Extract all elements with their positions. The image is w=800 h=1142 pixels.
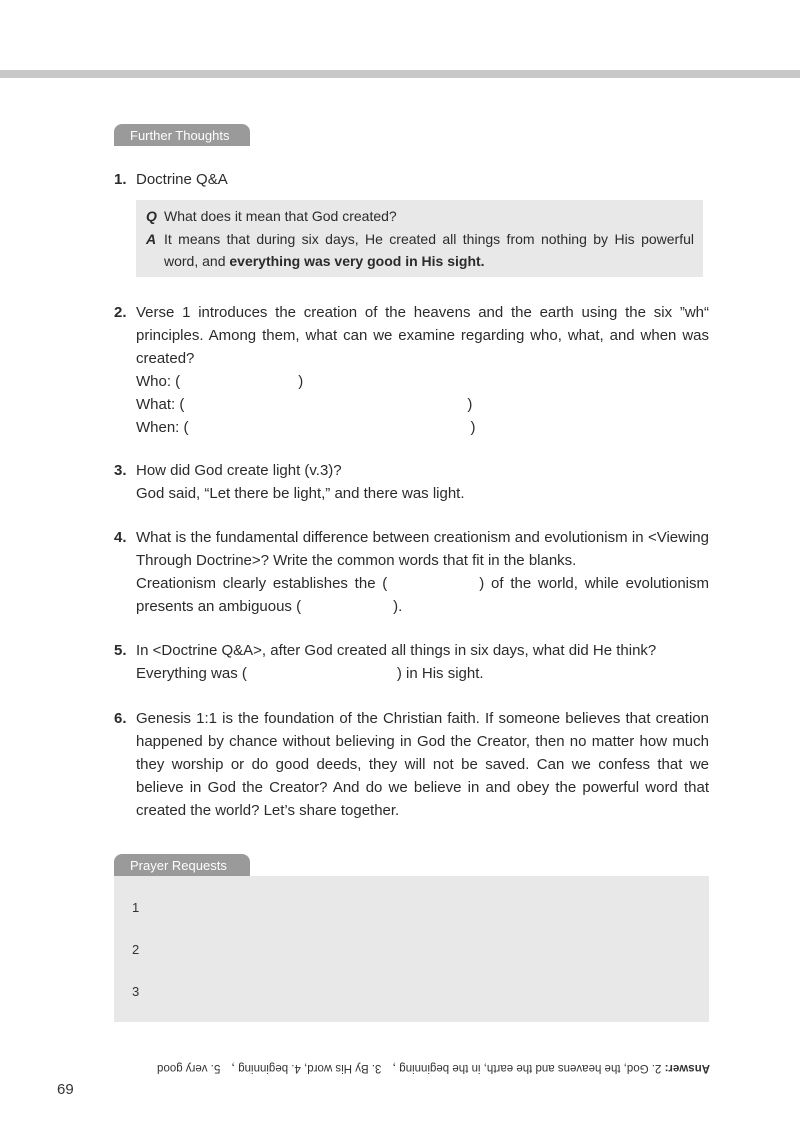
fill-in-text: [136, 662, 709, 685]
question-3: [114, 459, 709, 505]
question-title: Doctrine Q&A: [136, 171, 228, 188]
fill-part-2: ) in His sight.: [396, 665, 484, 682]
q-text: What does it mean that God created?: [164, 208, 397, 224]
prayer-item-2[interactable]: 2: [132, 942, 140, 957]
qa-answer: [146, 228, 694, 272]
prayer-requests-tab: Prayer Requests: [114, 854, 250, 876]
prayer-item-1[interactable]: 1: [132, 900, 140, 915]
who-line: [136, 370, 709, 393]
question-6: [114, 707, 709, 822]
a-text: [164, 228, 694, 272]
what-label: What: (: [136, 396, 185, 413]
question-text: Genesis 1:1 is the foundation of the Christian faith. If someone believes that creation happened by chance without believing in God the Creator, then no matter how much they worship or do good deeds, they will not be saved. Can we confess that we believe in God the Creator? And do we believe in and obey the powerful word that created the world? Let’s share together.: [136, 710, 709, 819]
when-label: When: (: [136, 419, 189, 436]
a-label: A: [146, 231, 157, 247]
question-text: Verse 1 introduces the creation of the heavens and the earth using the six ”wh“ principles. Among them, what can we examine regarding who, what, and when was created?: [136, 304, 709, 367]
doctrine-qa-box: [136, 200, 703, 277]
qa-question: [146, 205, 694, 227]
fill-part-1: Creationism clearly establishes the (: [136, 575, 388, 592]
fill-part-2: ) of the world, while evolutionism presents an ambiguous (: [136, 575, 709, 615]
top-rule: [0, 70, 800, 78]
question-number: 6.: [114, 710, 127, 727]
question-number: 2.: [114, 304, 127, 321]
fill-in-text: [136, 572, 709, 618]
further-thoughts-tab: Further Thoughts: [114, 124, 250, 146]
question-text: In <Doctrine Q&A>, after God created all things in six days, what did He think?: [136, 642, 657, 659]
question-4: [114, 526, 709, 618]
answer-label: Answer:: [664, 1062, 710, 1074]
question-2: [114, 301, 709, 439]
question-text: How did God create light (v.3)?: [136, 462, 342, 479]
when-close: ): [470, 419, 476, 436]
prayer-item-3[interactable]: 3: [132, 984, 140, 999]
question-1: [114, 168, 709, 191]
question-number: 4.: [114, 529, 127, 546]
question-number: 1.: [114, 171, 127, 188]
a-text-bold: everything was very good in His sight.: [229, 253, 485, 269]
question-number: 5.: [114, 642, 127, 659]
prayer-requests-box[interactable]: [114, 876, 709, 1022]
fill-part-3: ).: [393, 598, 403, 615]
what-line: [136, 393, 709, 416]
q-label: Q: [146, 208, 157, 224]
when-line: [136, 416, 709, 439]
page-number: 69: [57, 1081, 74, 1098]
question-5: [114, 639, 709, 685]
answer-key: [157, 1057, 710, 1077]
who-label: Who: (: [136, 373, 181, 390]
what-close: ): [467, 396, 473, 413]
question-text: What is the fundamental difference between creationism and evolutionism in <Viewing Through Doctrine>? Write the common words that fit in the blanks.: [136, 529, 709, 569]
question-number: 3.: [114, 462, 127, 479]
answer-text: God said, “Let there be light,” and there was light.: [136, 485, 465, 502]
who-close: ): [298, 373, 304, 390]
fill-part-1: Everything was (: [136, 665, 247, 682]
a-text-plain: It means that during six days, He created all things from nothing by His powerful word, and: [164, 231, 694, 269]
answer-text: 2. God, the heavens and the earth, in the beginning ， 3. By His word, 4. beginning ， 5. very good: [157, 1062, 665, 1074]
